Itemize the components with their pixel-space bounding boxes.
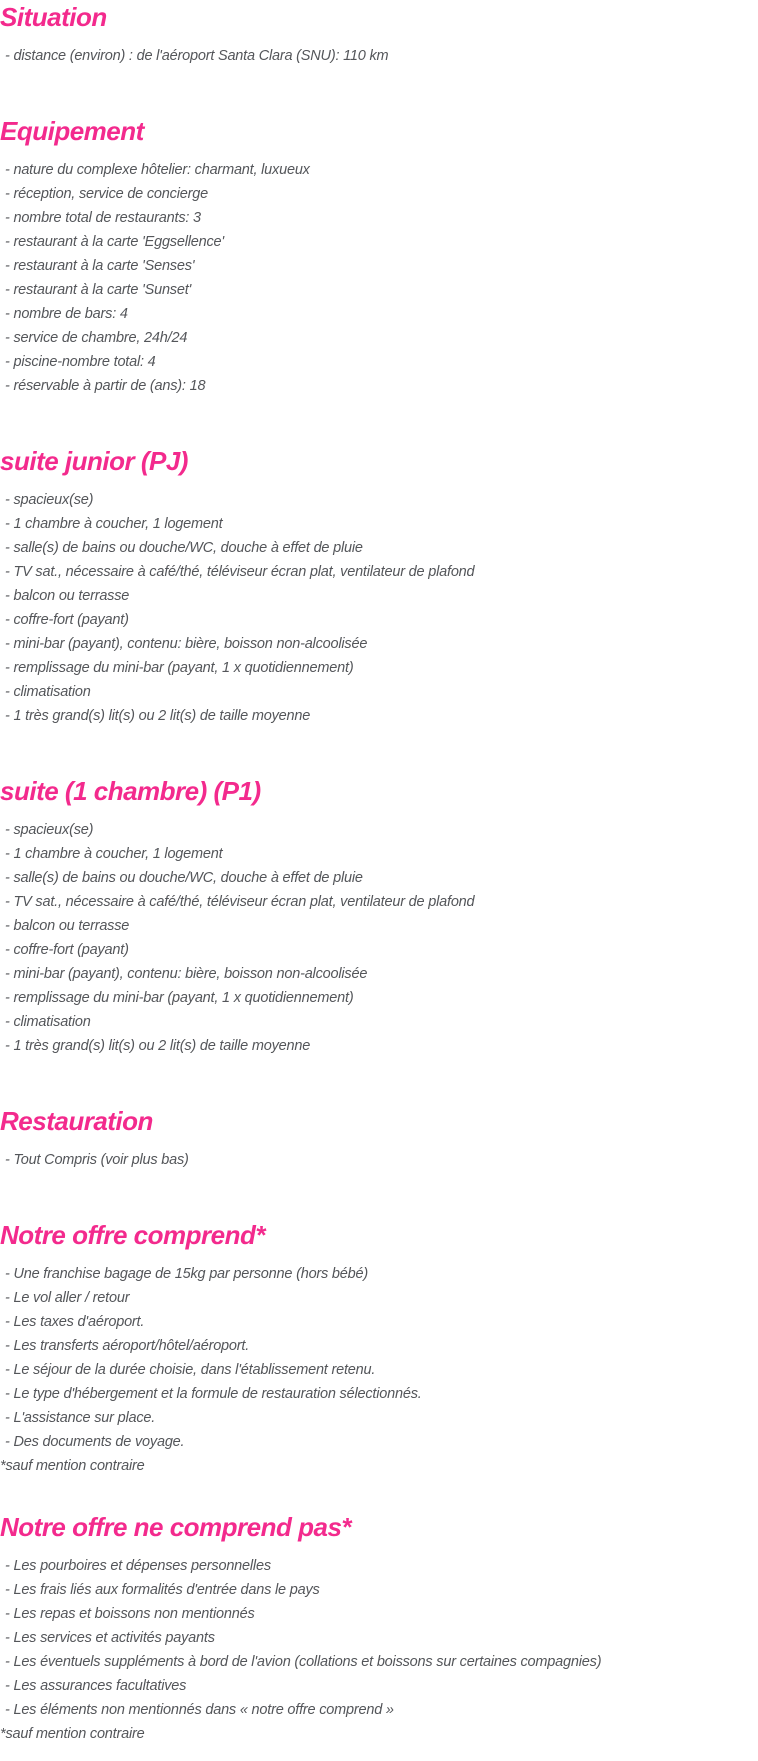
list-item: - piscine-nombre total: 4: [5, 354, 156, 370]
feature-list: [0, 1262, 758, 1454]
section-title-offre-comprend: Notre offre comprend*: [0, 1220, 265, 1250]
feature-list: [0, 44, 758, 68]
list-item: - 1 très grand(s) lit(s) ou 2 lit(s) de taille moyenne: [5, 1038, 311, 1054]
feature-list: [0, 1554, 758, 1722]
feature-list: [0, 818, 758, 1058]
list-item: - coffre-fort (payant): [5, 612, 129, 628]
list-item: - restaurant à la carte 'Senses': [5, 258, 195, 274]
list-item: - coffre-fort (payant): [5, 942, 129, 958]
section-title-restauration: Restauration: [0, 1106, 153, 1136]
section-offre-ne-comprend-pas: [0, 1512, 758, 1746]
list-item: - restaurant à la carte 'Sunset': [5, 282, 192, 298]
list-item: - restaurant à la carte 'Eggsellence': [5, 234, 224, 250]
list-item: - climatisation: [5, 684, 91, 700]
section-suite-junior: [0, 446, 758, 728]
list-item: - remplissage du mini-bar (payant, 1 x quotidiennement): [5, 990, 354, 1006]
list-item: - Les éventuels suppléments à bord de l'avion (collations et boissons sur certaines compagnies): [5, 1654, 602, 1670]
list-item: - Les éléments non mentionnés dans « notre offre comprend »: [5, 1702, 394, 1718]
footnote: *sauf mention contraire: [0, 1458, 145, 1474]
section-situation: [0, 2, 758, 68]
list-item: - balcon ou terrasse: [5, 588, 130, 604]
section-suite-1-chambre: [0, 776, 758, 1058]
list-item: - réservable à partir de (ans): 18: [5, 378, 206, 394]
section-equipement: [0, 116, 758, 398]
list-item: - nombre total de restaurants: 3: [5, 210, 201, 226]
list-item: - Des documents de voyage.: [5, 1434, 185, 1450]
list-item: - Une franchise bagage de 15kg par personne (hors bébé): [5, 1266, 369, 1282]
feature-list: [0, 488, 758, 728]
section-title-equipement: Equipement: [0, 116, 144, 146]
section-offre-comprend: [0, 1220, 758, 1478]
list-item: - spacieux(se): [5, 822, 94, 838]
list-item: - Les frais liés aux formalités d'entrée dans le pays: [5, 1582, 320, 1598]
list-item: - climatisation: [5, 1014, 91, 1030]
list-item: - Le vol aller / retour: [5, 1290, 130, 1306]
section-title-suite-junior: suite junior (PJ): [0, 446, 188, 476]
list-item: - service de chambre, 24h/24: [5, 330, 188, 346]
section-title-suite-1-chambre: suite (1 chambre) (P1): [0, 776, 261, 806]
list-item: - salle(s) de bains ou douche/WC, douche à effet de pluie: [5, 540, 363, 556]
list-item: - Les transferts aéroport/hôtel/aéroport.: [5, 1338, 250, 1354]
list-item: - distance (environ) : de l'aéroport Santa Clara (SNU): 110 km: [5, 48, 389, 64]
feature-list: [0, 158, 758, 398]
list-item: - balcon ou terrasse: [5, 918, 130, 934]
list-item: - salle(s) de bains ou douche/WC, douche à effet de pluie: [5, 870, 363, 886]
list-item: - Les pourboires et dépenses personnelles: [5, 1558, 271, 1574]
list-item: - TV sat., nécessaire à café/thé, téléviseur écran plat, ventilateur de plafond: [5, 564, 475, 580]
list-item: - Le séjour de la durée choisie, dans l'établissement retenu.: [5, 1362, 376, 1378]
feature-list: [0, 1148, 758, 1172]
list-item: - mini-bar (payant), contenu: bière, boisson non-alcoolisée: [5, 966, 368, 982]
list-item: - TV sat., nécessaire à café/thé, téléviseur écran plat, ventilateur de plafond: [5, 894, 475, 910]
list-item: - Les services et activités payants: [5, 1630, 215, 1646]
list-item: - 1 chambre à coucher, 1 logement: [5, 516, 223, 532]
list-item: - nature du complexe hôtelier: charmant, luxueux: [5, 162, 310, 178]
list-item: - L'assistance sur place.: [5, 1410, 156, 1426]
section-title-offre-ne-comprend-pas: Notre offre ne comprend pas*: [0, 1512, 352, 1542]
list-item: - Les assurances facultatives: [5, 1678, 187, 1694]
section-title-situation: Situation: [0, 2, 107, 32]
list-item: - 1 chambre à coucher, 1 logement: [5, 846, 223, 862]
section-restauration: [0, 1106, 758, 1172]
list-item: - remplissage du mini-bar (payant, 1 x quotidiennement): [5, 660, 354, 676]
footnote: *sauf mention contraire: [0, 1726, 145, 1742]
list-item: - Les repas et boissons non mentionnés: [5, 1606, 255, 1622]
list-item: - spacieux(se): [5, 492, 94, 508]
list-item: - Les taxes d'aéroport.: [5, 1314, 145, 1330]
list-item: - Le type d'hébergement et la formule de restauration sélectionnés.: [5, 1386, 422, 1402]
list-item: - nombre de bars: 4: [5, 306, 128, 322]
list-item: - 1 très grand(s) lit(s) ou 2 lit(s) de taille moyenne: [5, 708, 311, 724]
list-item: - réception, service de concierge: [5, 186, 208, 202]
list-item: - mini-bar (payant), contenu: bière, boisson non-alcoolisée: [5, 636, 368, 652]
list-item: - Tout Compris (voir plus bas): [5, 1152, 189, 1168]
